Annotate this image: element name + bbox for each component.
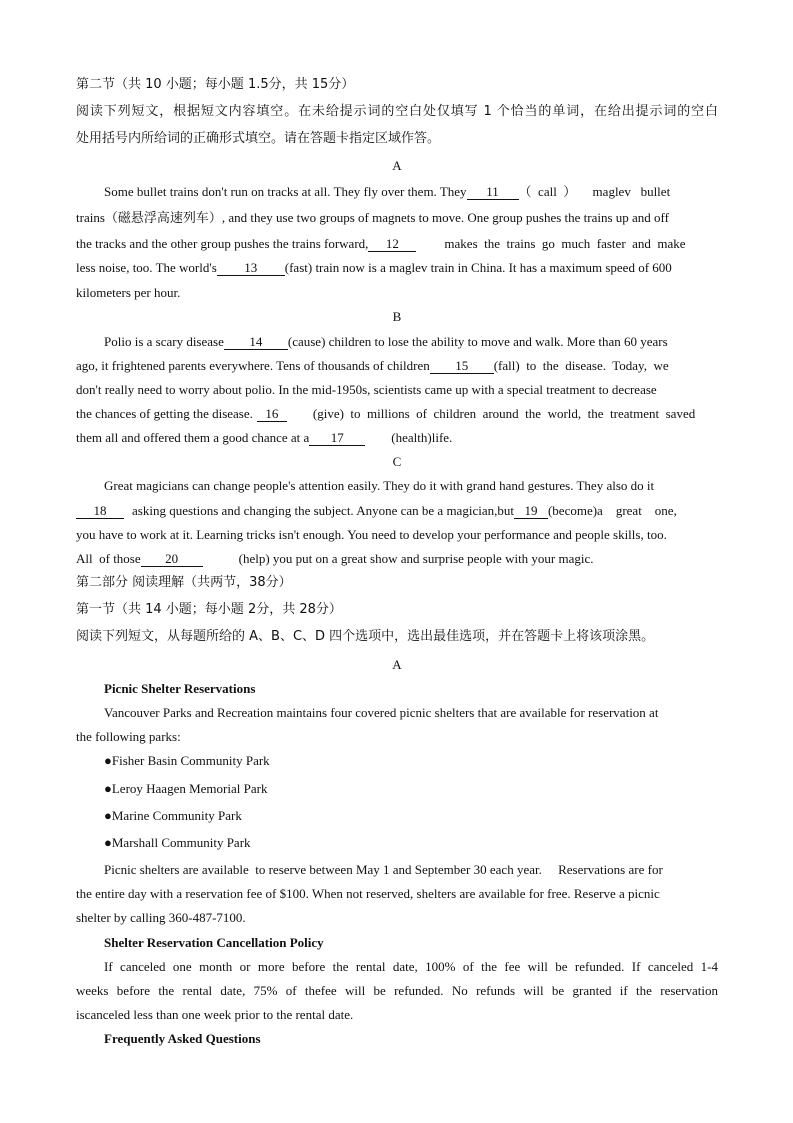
- park-list-item: [104, 834, 746, 852]
- section-heading: 第二节（共 10 小题；每小题 1.5分，共 15分）: [76, 77, 355, 92]
- passage-a-label: A: [392, 158, 402, 173]
- passage-a-line-2: trains（磁悬浮高速列车）, and they use two groups of magnets to move. One group pushes the trains up and off: [76, 210, 669, 225]
- instructions-line-1: 阅读下列短文，根据短文内容填空。在未给提示词的空白处仅填写 1 个恰当的单词，在给出提示词的空白: [76, 104, 718, 119]
- passage-a-line-1: [104, 183, 718, 201]
- park-name: Marshall Community Park: [111, 835, 251, 850]
- text: less noise, too. The world's: [76, 260, 217, 275]
- park-name: Marine Community Park: [111, 808, 242, 823]
- text: All of those: [76, 551, 141, 566]
- text: (give) to millions of children around the world, the treatment saved: [312, 406, 696, 421]
- passage-c-line-3: you have to work at it. Learning tricks isn't enough. You need to develop your performance and people skills, too.: [76, 527, 667, 542]
- text: (health)life.: [391, 430, 453, 445]
- text: （ call ） maglev bullet: [518, 184, 671, 199]
- park-list-item: [104, 807, 746, 825]
- blank-19[interactable]: 19: [514, 504, 548, 519]
- text: ago, it frightened parents everywhere. Tens of thousands of children: [76, 358, 430, 373]
- passage-b-line-5: [76, 429, 718, 447]
- passage-c-line-1: Great magicians can change people's attention easily. They do it with grand hand gestures. They also do it: [104, 478, 655, 493]
- passage-b-line-1: [104, 333, 718, 351]
- park-name: Fisher Basin Community Park: [111, 753, 270, 768]
- passage-b-line-4: [76, 405, 718, 423]
- blank-17[interactable]: 17: [309, 431, 365, 446]
- text: (become)a great one,: [547, 503, 677, 518]
- blank-16[interactable]: 16: [257, 407, 287, 422]
- blank-12[interactable]: 12: [368, 237, 416, 252]
- article-p1-line-2: the following parks:: [76, 729, 181, 744]
- article-p1-line-1: Vancouver Parks and Recreation maintains four covered picnic shelters that are available for reservation at: [104, 705, 659, 720]
- bullet-icon: ●: [104, 835, 112, 850]
- article-p3-line-1: If canceled one month or more before the rental date, 100% of the fee will be refunded. If canceled 1-4: [104, 959, 718, 974]
- blank-11[interactable]: 11: [467, 185, 519, 200]
- text: Polio is a scary disease: [104, 334, 224, 349]
- passage-c-label: C: [392, 454, 402, 469]
- article-p2-line-3: shelter by calling 360-487-7100.: [76, 910, 246, 925]
- text: Some bullet trains don't run on tracks at all. They fly over them. They: [104, 184, 467, 199]
- faq-title: Frequently Asked Questions: [104, 1031, 261, 1046]
- text: (fast) train now is a maglev train in China. It has a maximum speed of 600: [284, 260, 672, 275]
- passage-b-line-2: [76, 357, 718, 375]
- text: asking questions and changing the subject. Anyone can be a magician,but: [132, 503, 514, 518]
- passage-a-line-4: [76, 259, 718, 277]
- text: (cause) children to lose the ability to move and walk. More than 60 years: [287, 334, 668, 349]
- blank-15[interactable]: 15: [430, 359, 494, 374]
- park-list-item: [104, 780, 746, 798]
- bullet-icon: ●: [104, 808, 112, 823]
- passage-b-label: B: [392, 309, 402, 324]
- text: (fall) to the disease. Today, we: [493, 358, 669, 373]
- article-p3-line-3: iscanceled less than one week prior to the rental date.: [76, 1007, 354, 1022]
- cancellation-title: Shelter Reservation Cancellation Policy: [104, 935, 324, 950]
- part2-passage-a-label: A: [392, 657, 402, 672]
- instructions-line-2: 处用括号内所给词的正确形式填空。请在答题卡指定区域作答。: [76, 131, 441, 146]
- text: the chances of getting the disease.: [76, 406, 253, 421]
- bullet-icon: ●: [104, 781, 112, 796]
- text: (help) you put on a great show and surprise people with your magic.: [238, 551, 594, 566]
- park-list-item: [104, 752, 746, 770]
- part2-instructions: 阅读下列短文，从每题所给的 A、B、C、D 四个选项中，选出最佳选项，并在答题卡上将该项涂黑。: [76, 629, 655, 644]
- part2-section1-heading: 第一节（共 14 小题；每小题 2分，共 28分）: [76, 602, 342, 617]
- text: makes the trains go much faster and make: [444, 236, 686, 251]
- bullet-icon: ●: [104, 753, 112, 768]
- blank-13[interactable]: 13: [217, 261, 285, 276]
- article-p2-line-1: Picnic shelters are available to reserve between May 1 and September 30 each year. Reservations are for: [104, 862, 663, 877]
- park-name: Leroy Haagen Memorial Park: [111, 781, 268, 796]
- article-p2-line-2: the entire day with a reservation fee of $100. When not reserved, shelters are available for free. Reserve a picnic: [76, 886, 660, 901]
- blank-18[interactable]: 18: [76, 504, 124, 519]
- article-p3-line-2: weeks before the rental date, 75% of thefee will be refunded. No refunds will be granted if the reservation: [76, 983, 718, 998]
- blank-14[interactable]: 14: [224, 335, 288, 350]
- text: them all and offered them a good chance at a: [76, 430, 310, 445]
- passage-a-line-5: kilometers per hour.: [76, 285, 181, 300]
- passage-c-line-2: [76, 502, 718, 520]
- part2-heading: 第二部分 阅读理解（共两节，38分）: [76, 575, 292, 590]
- passage-c-line-4: [76, 550, 718, 568]
- blank-20[interactable]: 20: [141, 552, 203, 567]
- passage-a-line-3: [76, 235, 718, 253]
- article-title: Picnic Shelter Reservations: [104, 681, 256, 696]
- passage-b-line-3: don't really need to worry about polio. In the mid-1950s, scientists came up with a special treatment to decrease: [76, 382, 657, 397]
- text: the tracks and the other group pushes the trains forward,: [76, 236, 369, 251]
